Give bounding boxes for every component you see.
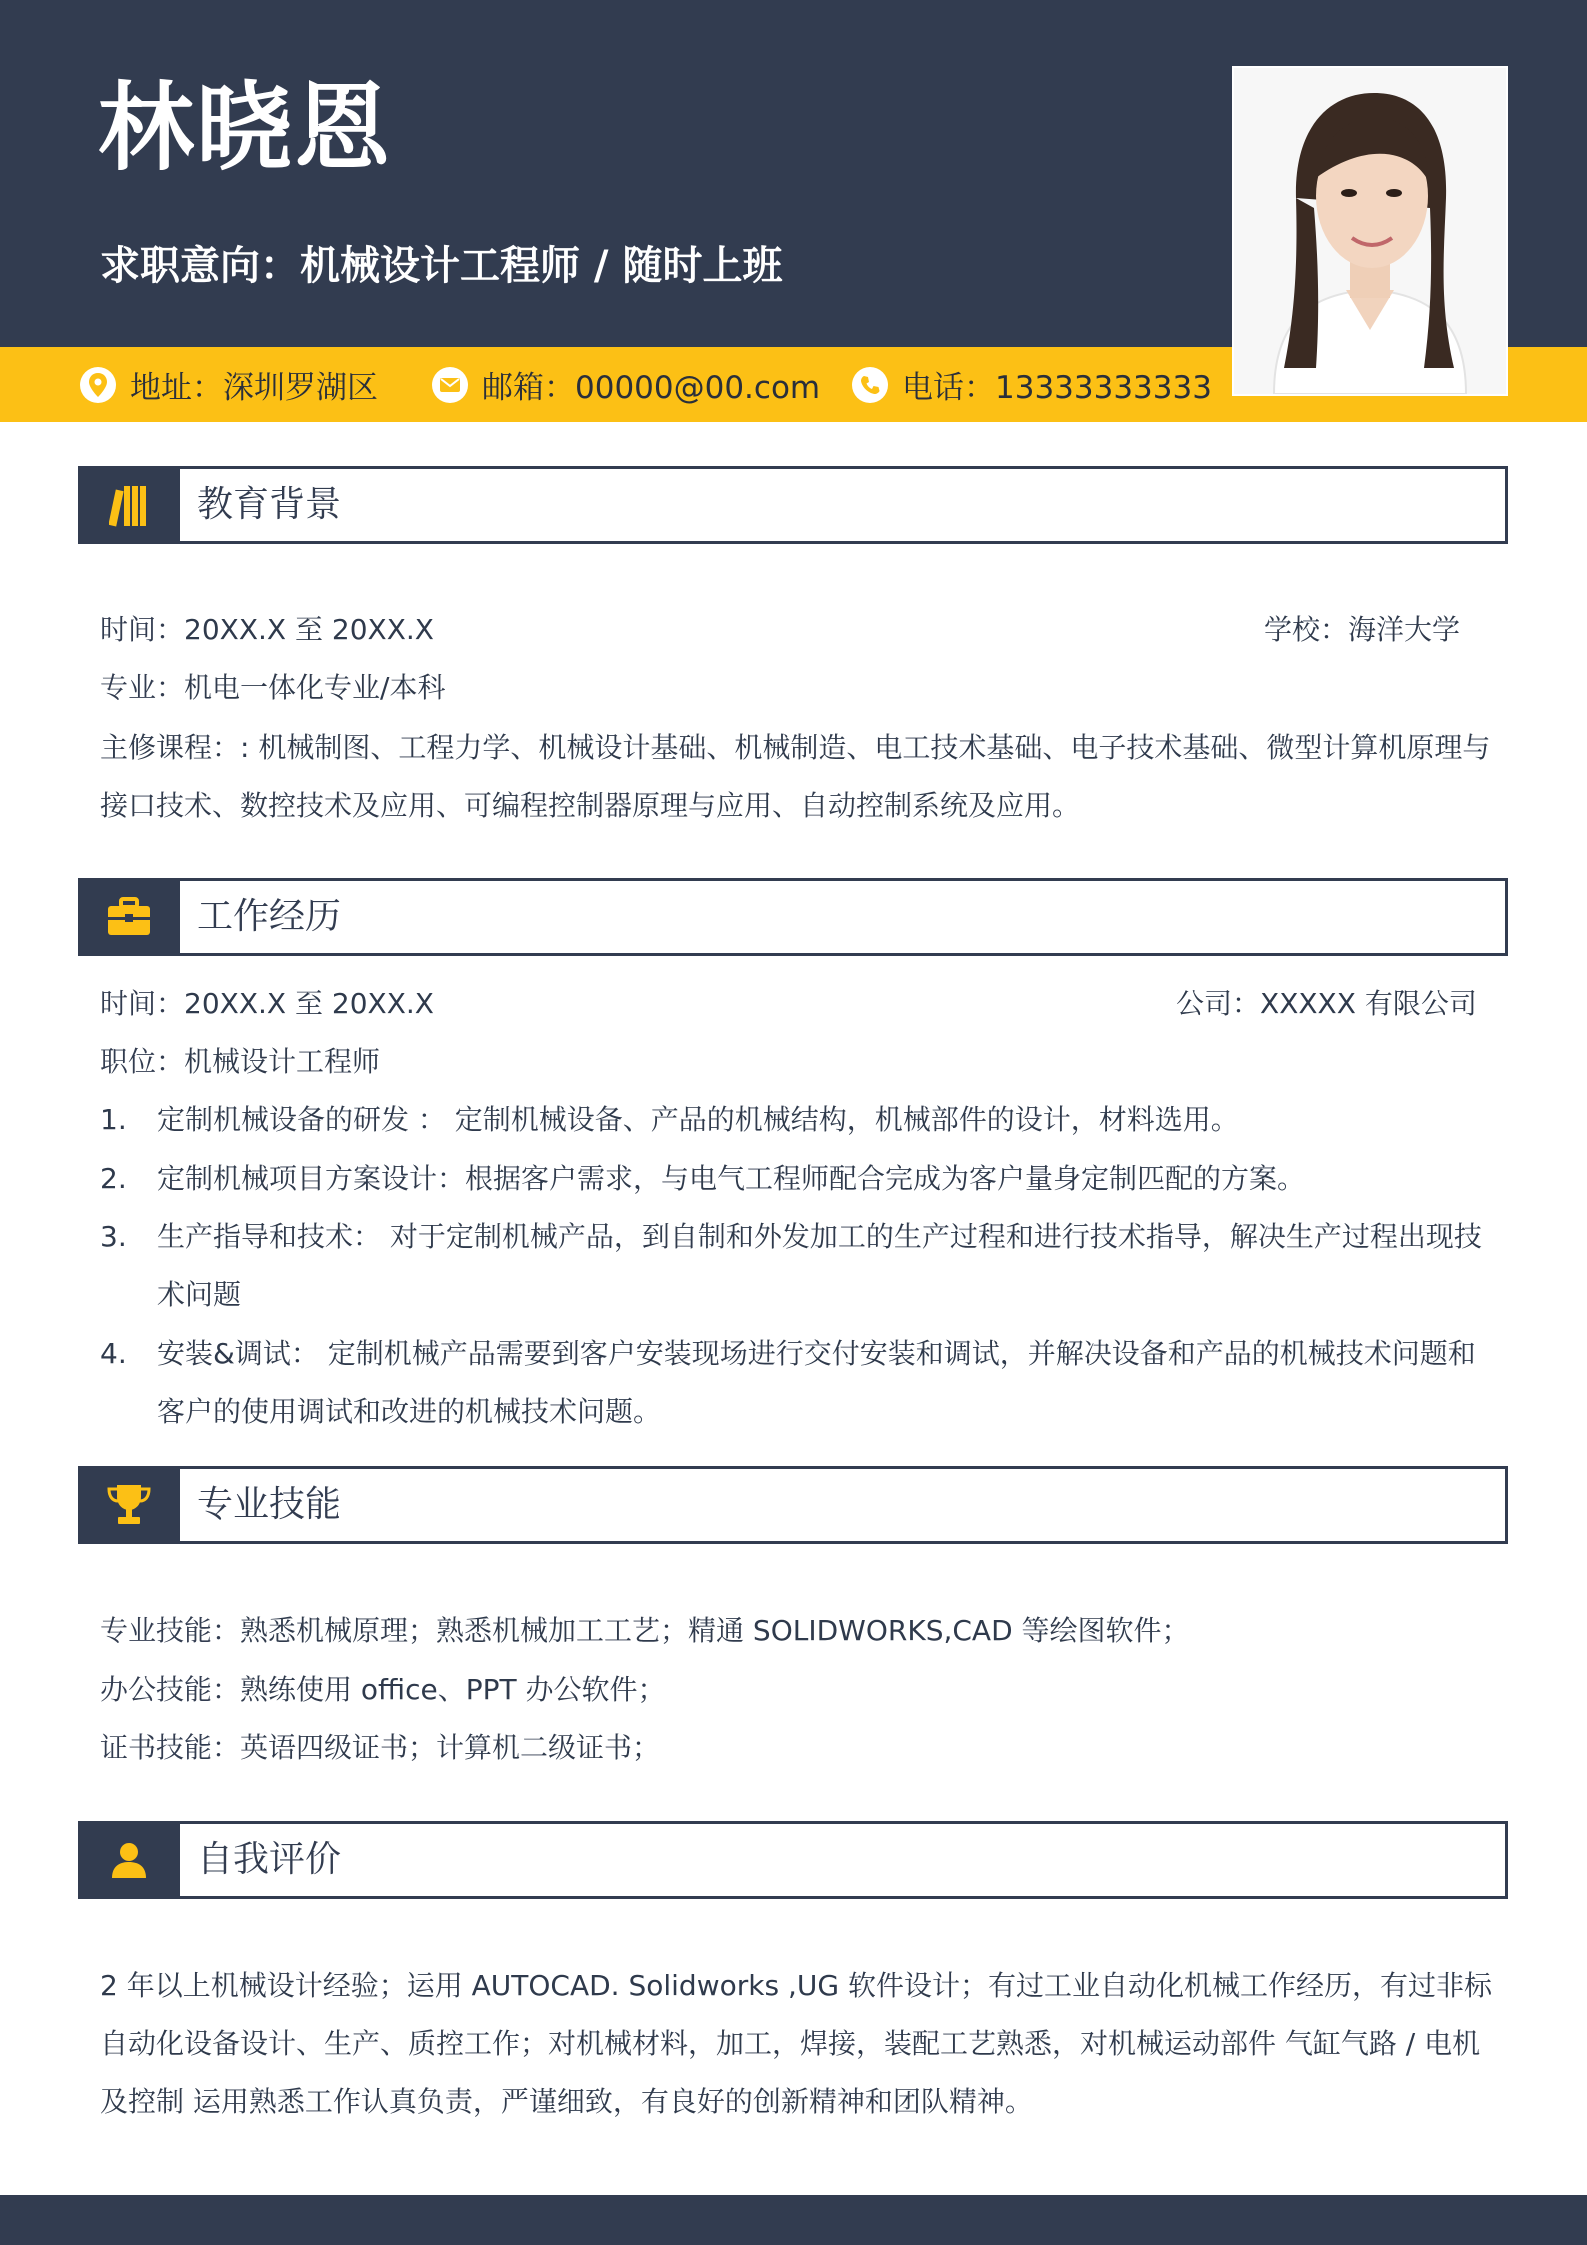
work-company-label: 公司： bbox=[1176, 987, 1261, 1020]
self-eval-text: 2 年以上机械设计经验；运用 AUTOCAD. Solidworks ,UG 软件设计；有过工业自动化机械工作经历，有过非标自动化设备设计、生产、质控工作；对机械材料，加工，焊接，装配工艺熟悉，对机械运动部件 气缸气路 / 电机及控制 运用熟悉工作认真负责，严谨细致，有良好的创新精神和团队精神。 bbox=[100, 1969, 1492, 2118]
job-intent: 求职意向：机械设计工程师 / 随时上班 bbox=[100, 243, 783, 289]
education-time-value: 20XX.X 至 20XX.X bbox=[184, 613, 434, 646]
work-time bbox=[100, 984, 434, 1024]
section-work-header bbox=[78, 878, 1508, 956]
work-item bbox=[100, 1325, 1495, 1441]
education-school-label: 学校： bbox=[1264, 613, 1349, 646]
trophy-icon bbox=[78, 1466, 180, 1544]
section-education-header bbox=[78, 466, 1508, 544]
work-item bbox=[100, 1150, 1495, 1208]
books-icon bbox=[78, 466, 180, 544]
work-item-number: 3. bbox=[100, 1220, 127, 1253]
skill-row bbox=[100, 1611, 1190, 1651]
address-text: 地址：深圳罗湖区 bbox=[130, 370, 378, 406]
work-item-number: 4. bbox=[100, 1337, 127, 1370]
education-major-value: 机电一体化专业/本科 bbox=[184, 671, 446, 704]
work-item-text: 安装&调试： 定制机械产品需要到客户安装现场进行交付安装和调试，并解决设备和产品的机械技术问题和客户的使用调试和改进的机械技术问题。 bbox=[157, 1337, 1476, 1428]
self-eval-title: 自我评价 bbox=[197, 1839, 342, 1880]
education-school-value: 海洋大学 bbox=[1348, 613, 1461, 646]
phone-icon bbox=[852, 367, 888, 403]
work-position-label: 职位： bbox=[100, 1045, 185, 1078]
work-company bbox=[1176, 984, 1477, 1024]
work-item-number: 1. bbox=[100, 1103, 127, 1136]
education-major bbox=[100, 668, 445, 708]
work-item bbox=[100, 1091, 1495, 1149]
skill-value: 熟悉机械原理；熟悉机械加工工艺；精通 SOLIDWORKS,CAD 等绘图软件； bbox=[240, 1614, 1190, 1647]
email-text[interactable]: 邮箱：00000@00.com bbox=[482, 370, 821, 406]
work-time-value: 20XX.X 至 20XX.X bbox=[184, 987, 434, 1020]
skill-label: 办公技能： bbox=[100, 1673, 241, 1706]
contact-phone bbox=[852, 347, 1212, 422]
skill-value: 熟练使用 office、PPT 办公软件； bbox=[240, 1673, 666, 1706]
education-courses: 主修课程：: 机械制图、工程力学、机械设计基础、机械制造、电工技术基础、电子技术基础、微型计算机原理与接口技术、数控技术及应用、可编程控制器原理与应用、自动控制系统及应用。 bbox=[100, 731, 1491, 822]
skill-label: 证书技能： bbox=[100, 1731, 241, 1764]
location-pin-icon bbox=[80, 367, 116, 403]
briefcase-icon bbox=[78, 878, 180, 956]
footer-bar bbox=[0, 2195, 1587, 2245]
skill-row bbox=[100, 1728, 660, 1768]
work-item-text: 定制机械项目方案设计：根据客户需求，与电气工程师配合完成为客户量身定制匹配的方案。 bbox=[157, 1162, 1306, 1195]
education-time-label: 时间： bbox=[100, 613, 185, 646]
section-skills-header bbox=[78, 1466, 1508, 1544]
work-item-text: 定制机械设备的研发 ： 定制机械设备、产品的机械结构，机械部件的设计，材料选用。 bbox=[157, 1103, 1239, 1136]
work-company-value: XXXXX 有限公司 bbox=[1260, 987, 1477, 1020]
work-title: 工作经历 bbox=[197, 896, 342, 937]
contact-email bbox=[432, 347, 820, 422]
work-position-value: 机械设计工程师 bbox=[184, 1045, 381, 1078]
envelope-icon bbox=[432, 367, 468, 403]
work-item bbox=[100, 1208, 1495, 1324]
skill-row bbox=[100, 1670, 666, 1710]
profile-photo bbox=[1232, 66, 1508, 396]
skill-value: 英语四级证书；计算机二级证书； bbox=[240, 1731, 661, 1764]
skill-label: 专业技能： bbox=[100, 1614, 241, 1647]
work-time-label: 时间： bbox=[100, 987, 185, 1020]
skills-title: 专业技能 bbox=[197, 1484, 342, 1525]
phone-text[interactable]: 电话：13333333333 bbox=[902, 370, 1212, 406]
candidate-name: 林晓恩 bbox=[98, 72, 392, 184]
section-self-eval-header bbox=[78, 1821, 1508, 1899]
work-item-number: 2. bbox=[100, 1162, 127, 1195]
education-time bbox=[100, 610, 434, 650]
education-title: 教育背景 bbox=[197, 484, 342, 525]
work-item-text: 生产指导和技术： 对于定制机械产品，到自制和外发加工的生产过程和进行技术指导，解决生产过程出现技术问题 bbox=[157, 1220, 1482, 1311]
education-major-label: 专业： bbox=[100, 671, 185, 704]
contact-address bbox=[80, 347, 378, 422]
person-icon bbox=[78, 1821, 180, 1899]
education-school bbox=[1264, 610, 1460, 650]
work-position bbox=[100, 1042, 380, 1082]
